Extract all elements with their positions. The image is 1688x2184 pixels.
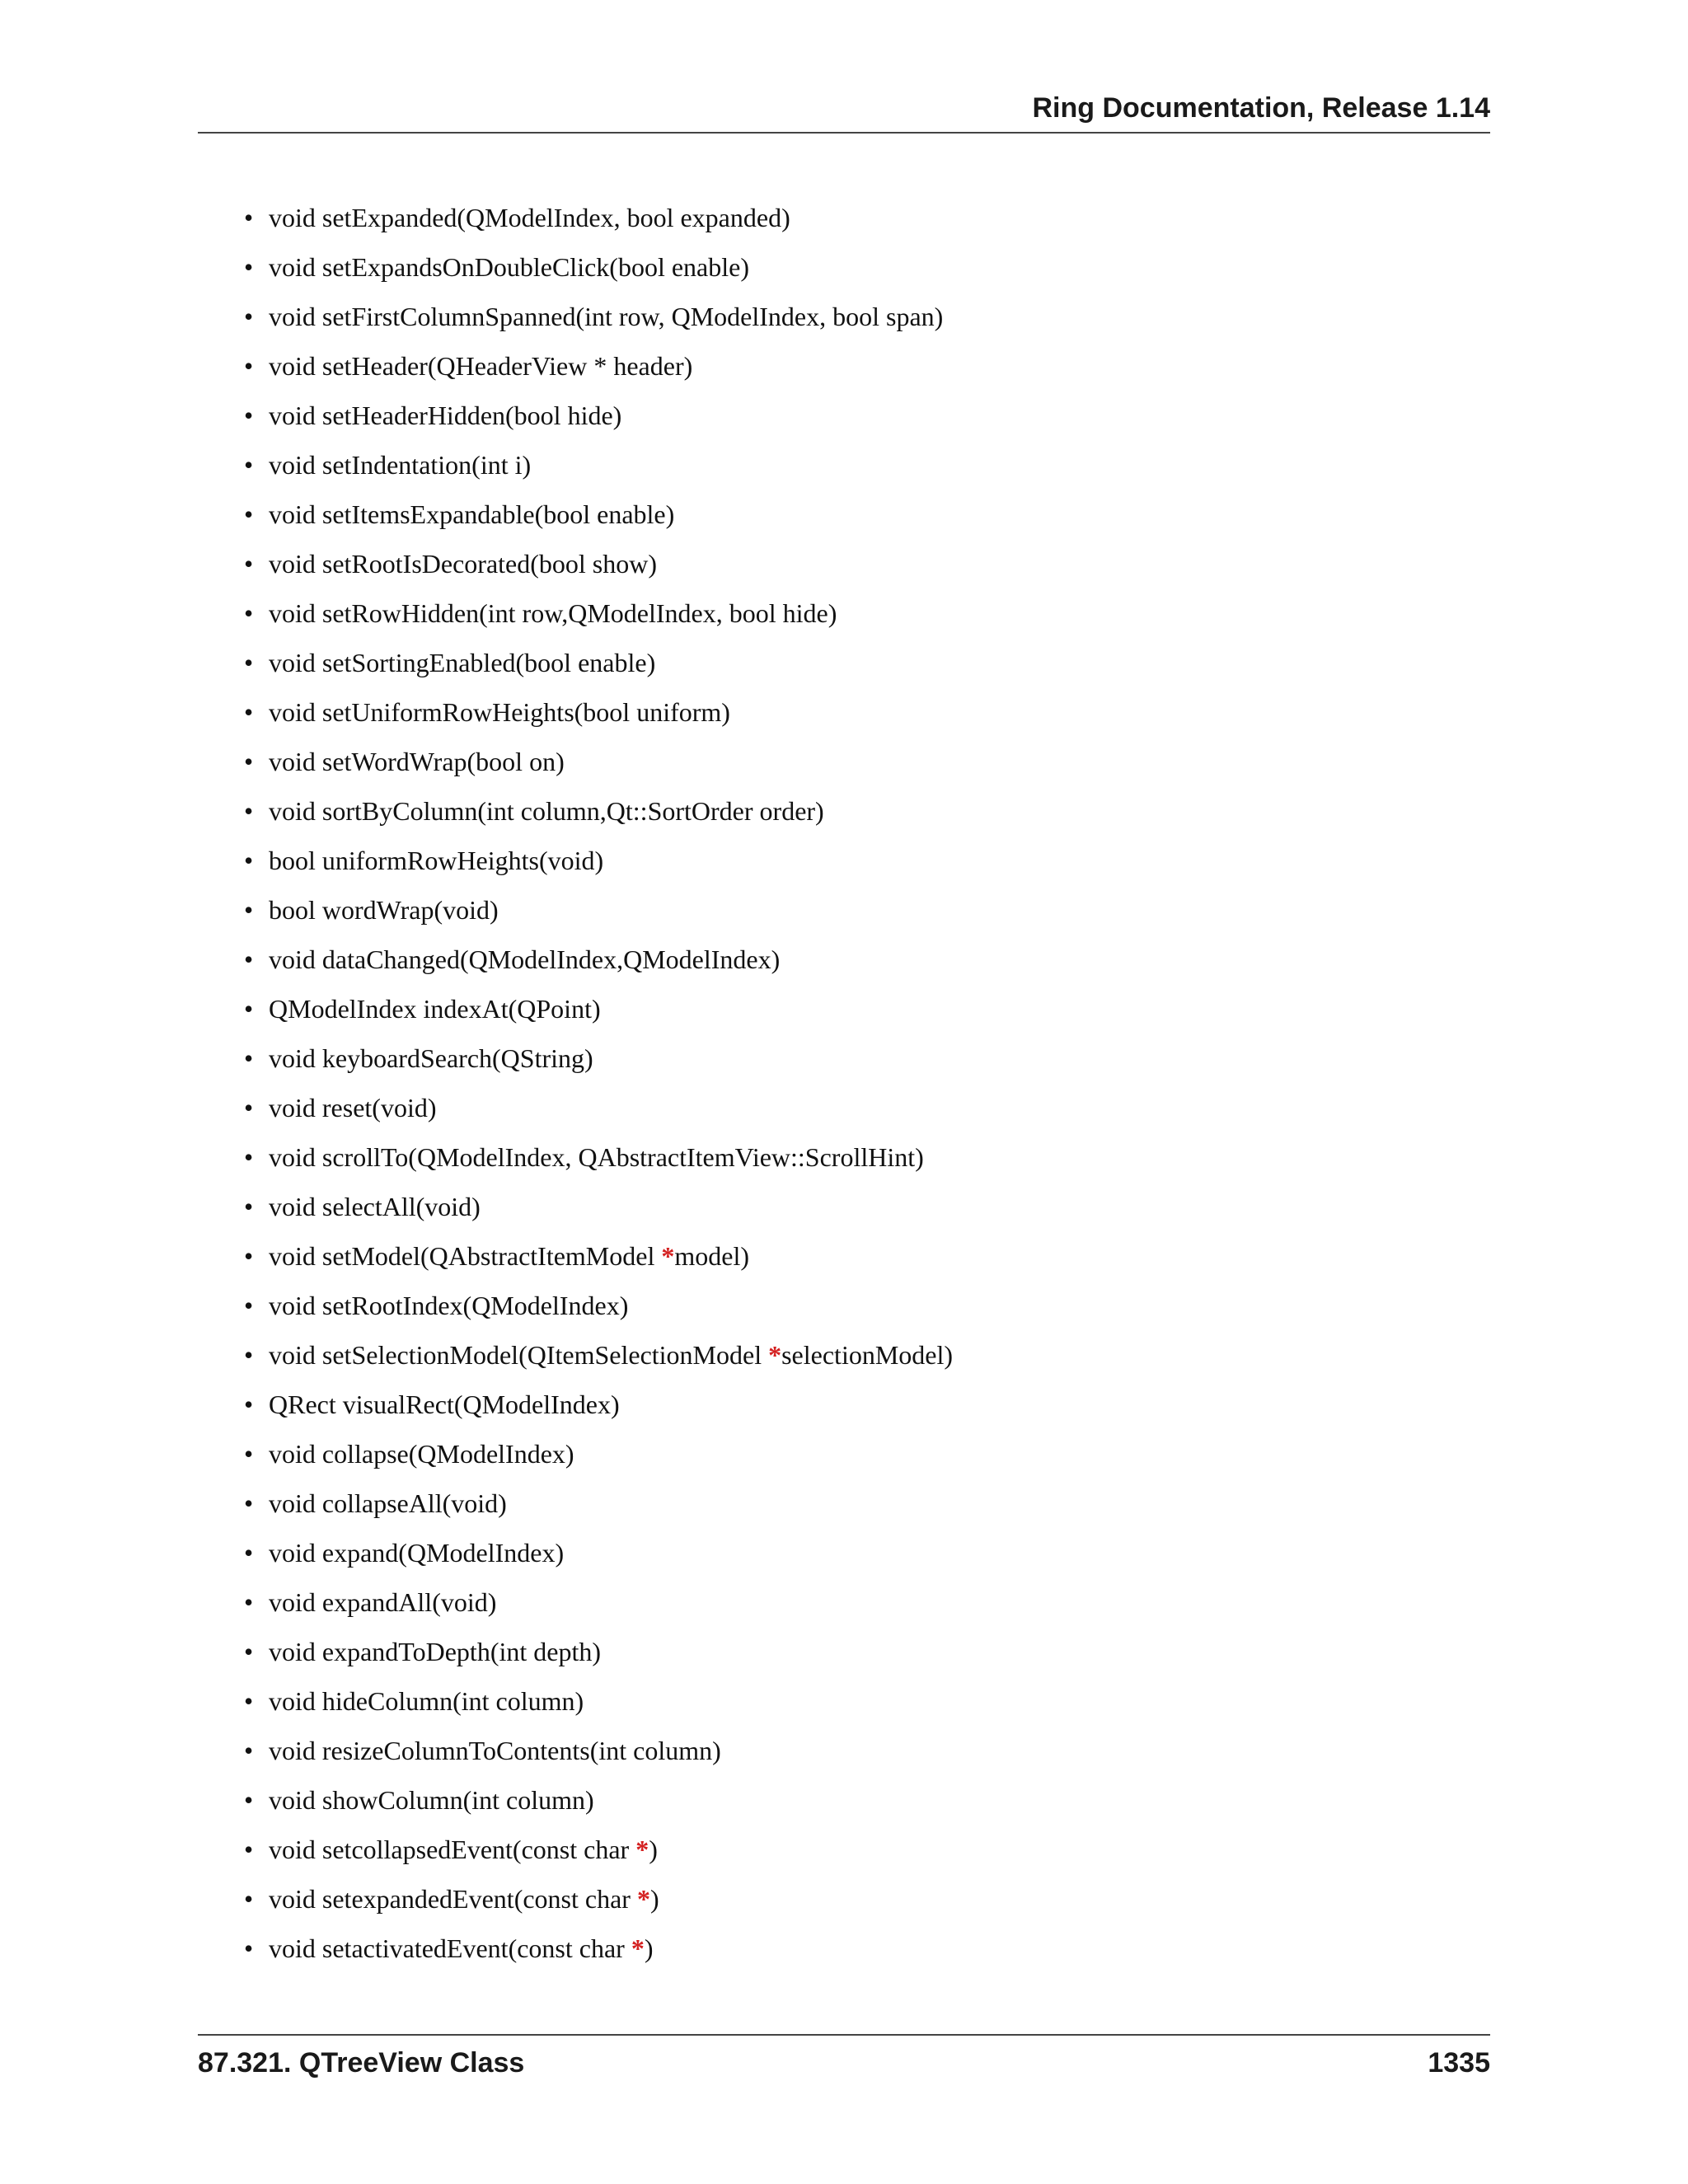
pointer-asterisk: * (631, 1933, 645, 1963)
bullet-icon: • (244, 1587, 254, 1617)
bullet-icon: • (244, 1538, 254, 1568)
method-signature: QRect visualRect(QModelIndex) (269, 1390, 620, 1419)
list-item (198, 1088, 1490, 1137)
list-item (198, 396, 1490, 445)
list-item (198, 1879, 1490, 1929)
bullet-icon: • (244, 1835, 254, 1864)
method-signature: void setRootIndex(QModelIndex) (269, 1291, 629, 1320)
bullet-icon: • (244, 499, 254, 529)
method-signature: void setItemsExpandable(bool enable) (269, 499, 675, 529)
list-item (198, 1929, 1490, 1978)
bullet-icon: • (244, 401, 254, 430)
list-item (198, 297, 1490, 346)
method-signature: void setSortingEnabled(bool enable) (269, 648, 656, 677)
page-header (198, 91, 1490, 134)
method-signature: void showColumn(int column) (269, 1785, 594, 1815)
list-item (198, 1286, 1490, 1335)
bullet-icon: • (244, 1340, 254, 1370)
list-item (198, 791, 1490, 841)
list-item (198, 1385, 1490, 1434)
method-signature: void setHeader(QHeaderView * header) (269, 351, 693, 381)
list-item (198, 1533, 1490, 1582)
method-signature: void setFirstColumnSpanned(int row, QModelIndex, bool span) (269, 302, 944, 331)
section-title: 87.321. QTreeView Class (198, 2047, 525, 2079)
method-signature: void expandToDepth(int depth) (269, 1637, 601, 1666)
method-signature: void collapse(QModelIndex) (269, 1439, 574, 1469)
bullet-icon: • (244, 648, 254, 677)
list-item (198, 1137, 1490, 1187)
method-signature: void setWordWrap(bool on) (269, 747, 565, 776)
list-item (198, 692, 1490, 742)
list-item (198, 494, 1490, 544)
bullet-icon: • (244, 1043, 254, 1073)
bullet-icon: • (244, 351, 254, 381)
method-signature: void setIndentation(int i) (269, 450, 532, 480)
method-signature: QModelIndex indexAt(QPoint) (269, 994, 601, 1024)
bullet-icon: • (244, 1291, 254, 1320)
bullet-icon: • (244, 1241, 254, 1271)
method-signature-start: void setcollapsedEvent(const char (269, 1835, 636, 1864)
bullet-icon: • (244, 252, 254, 282)
list-item (198, 1483, 1490, 1533)
document-title: Ring Documentation, Release 1.14 (1032, 92, 1490, 124)
list-item (198, 445, 1490, 494)
bullet-icon: • (244, 1933, 254, 1963)
list-item (198, 247, 1490, 297)
method-signature-end: selectionModel) (781, 1340, 954, 1370)
method-list (198, 198, 1490, 1978)
list-item (198, 593, 1490, 643)
method-signature: void dataChanged(QModelIndex,QModelIndex) (269, 944, 781, 974)
method-signature: void hideColumn(int column) (269, 1686, 584, 1716)
method-signature: void setHeaderHidden(bool hide) (269, 401, 622, 430)
bullet-icon: • (244, 302, 254, 331)
pointer-asterisk: * (635, 1835, 649, 1864)
bullet-icon: • (244, 1686, 254, 1716)
pointer-asterisk: * (768, 1340, 782, 1370)
pointer-asterisk: * (636, 1884, 650, 1914)
method-signature-end: ) (644, 1933, 654, 1963)
bullet-icon: • (244, 1785, 254, 1815)
bullet-icon: • (244, 1142, 254, 1172)
list-item (198, 989, 1490, 1038)
list-item (198, 1632, 1490, 1681)
bullet-icon: • (244, 1736, 254, 1765)
list-item (198, 1434, 1490, 1483)
bullet-icon: • (244, 846, 254, 875)
list-item (198, 1780, 1490, 1830)
method-signature-start: void setactivatedEvent(const char (269, 1933, 631, 1963)
bullet-icon: • (244, 1884, 254, 1914)
method-signature: void selectAll(void) (269, 1192, 481, 1221)
list-item (198, 890, 1490, 940)
method-signature: void expand(QModelIndex) (269, 1538, 565, 1568)
method-signature: void keyboardSearch(QString) (269, 1043, 593, 1073)
bullet-icon: • (244, 203, 254, 232)
list-item (198, 1335, 1490, 1385)
bullet-icon: • (244, 549, 254, 579)
bullet-icon: • (244, 1488, 254, 1518)
list-item (198, 346, 1490, 396)
list-item (198, 1038, 1490, 1088)
bullet-icon: • (244, 895, 254, 925)
page-number: 1335 (1428, 2047, 1490, 2079)
method-signature-end: model) (674, 1241, 749, 1271)
list-item (198, 1681, 1490, 1731)
method-signature-start: void setexpandedEvent(const char (269, 1884, 637, 1914)
bullet-icon: • (244, 1093, 254, 1122)
bullet-icon: • (244, 697, 254, 727)
method-signature: void scrollTo(QModelIndex, QAbstractItemView::ScrollHint) (269, 1142, 924, 1172)
method-signature: void reset(void) (269, 1093, 437, 1122)
page-footer (198, 2034, 1490, 2085)
list-item (198, 1830, 1490, 1879)
list-item (198, 940, 1490, 989)
method-signature-end: ) (649, 1835, 658, 1864)
bullet-icon: • (244, 944, 254, 974)
method-signature: void setUniformRowHeights(bool uniform) (269, 697, 730, 727)
bullet-icon: • (244, 1439, 254, 1469)
method-signature: bool uniformRowHeights(void) (269, 846, 604, 875)
method-signature-start: void setSelectionModel(QItemSelectionModel (269, 1340, 769, 1370)
method-signature: bool wordWrap(void) (269, 895, 499, 925)
list-item (198, 1236, 1490, 1286)
method-signature: void expandAll(void) (269, 1587, 497, 1617)
method-signature: void setExpanded(QModelIndex, bool expanded) (269, 203, 790, 232)
bullet-icon: • (244, 598, 254, 628)
list-item (198, 1731, 1490, 1780)
pointer-asterisk: * (661, 1241, 675, 1271)
bullet-icon: • (244, 796, 254, 826)
bullet-icon: • (244, 1192, 254, 1221)
list-item (198, 742, 1490, 791)
method-signature: void setExpandsOnDoubleClick(bool enable) (269, 252, 749, 282)
method-signature-start: void setModel(QAbstractItemModel (269, 1241, 662, 1271)
page-content (198, 198, 1490, 1978)
bullet-icon: • (244, 994, 254, 1024)
method-signature-end: ) (649, 1884, 659, 1914)
list-item (198, 841, 1490, 890)
method-signature: void collapseAll(void) (269, 1488, 507, 1518)
list-item (198, 643, 1490, 692)
list-item (198, 1187, 1490, 1236)
bullet-icon: • (244, 1637, 254, 1666)
method-signature: void setRootIsDecorated(bool show) (269, 549, 658, 579)
list-item (198, 1582, 1490, 1632)
list-item (198, 198, 1490, 247)
method-signature: void sortByColumn(int column,Qt::SortOrder order) (269, 796, 824, 826)
bullet-icon: • (244, 1390, 254, 1419)
method-signature: void setRowHidden(int row,QModelIndex, bool hide) (269, 598, 837, 628)
bullet-icon: • (244, 450, 254, 480)
list-item (198, 544, 1490, 593)
bullet-icon: • (244, 747, 254, 776)
method-signature: void resizeColumnToContents(int column) (269, 1736, 721, 1765)
